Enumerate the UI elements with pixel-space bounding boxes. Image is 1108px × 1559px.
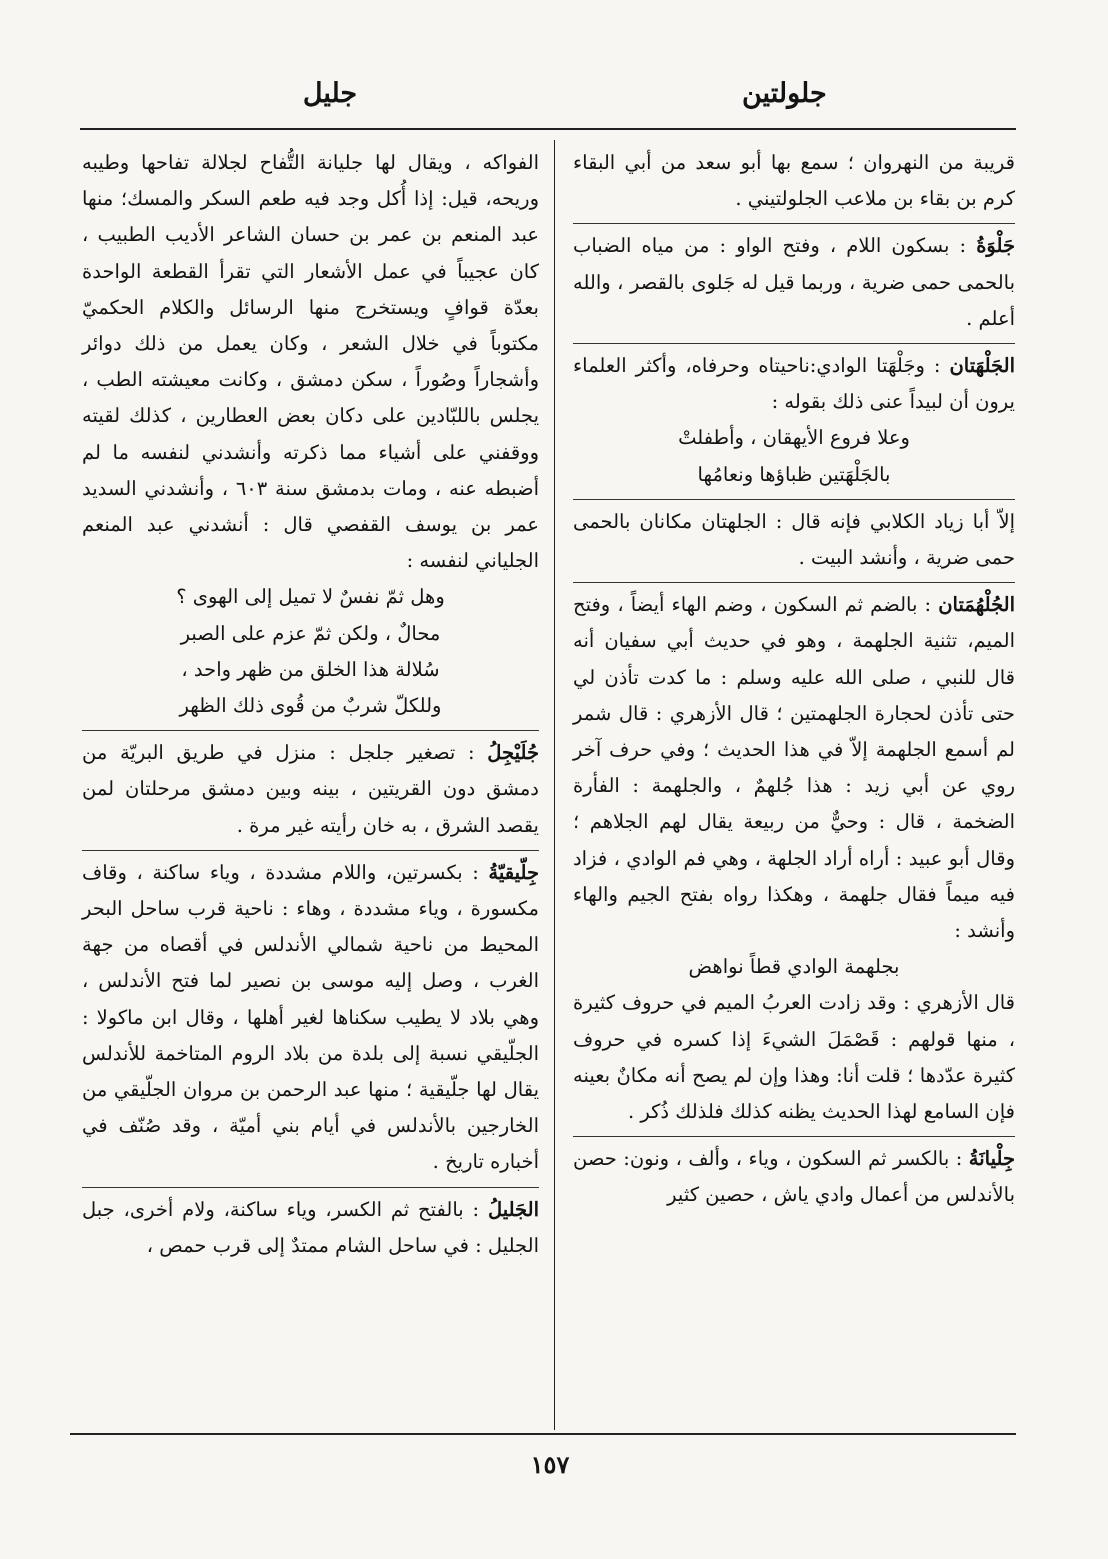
continuation-text: قريبة من النهروان ؛ سمع بها أبو سعد من أبي البقاء كرم بن بقاء بن ملاعب الجلولتيني .: [573, 151, 1015, 211]
bottom-rule: [70, 1433, 1016, 1435]
entry-body: : تصغير جلجل : منزل في طريق البريّة من دمشق دون القريتين ، بينه وبين دمشق مرحلتان لمن يقصد الشرق ، به خان رأيته غير مرة .: [82, 741, 539, 837]
continuation-entry: [82, 145, 539, 730]
entry-headword: الجُلْهُمَتان: [938, 593, 1016, 617]
verse-line: سُلالة هذا الخلق من ظهر واحد ،: [181, 657, 440, 681]
entry-body: قال الأزهري : وقد زادت العربُ الميم في حروف كثيرة ، منها قولهم : قَصْمَلَ الشيءَ إذا كسره في حروف كثيرة عدّدها ؛ قلت أنا: وهذا وإن لم يصح أنه مكانٌ بعينه فإن السامع لهذا الحديث يظنه كذلك فلذلك ذُكر .: [573, 991, 1015, 1124]
header-left-title: جليل: [302, 78, 358, 109]
entry-body: : بالفتح ثم الكسر، وياء ساكنة، ولام أخرى، جبل الجليل : في ساحل الشام ممتدٌ إلى قرب حمص ،: [82, 1197, 539, 1257]
verse-line: وهل ثمّ نفسٌ لا تميل إلى الهوى ؟: [176, 585, 445, 609]
entry-headword: الجَليلُ: [487, 1197, 540, 1221]
verse-line: وعلا فروع الأيهقان ، وأطفلتْ: [678, 426, 910, 450]
entry-jilyana: [573, 1136, 1015, 1219]
entry-headword: الجَلْهَتان: [949, 354, 1016, 378]
verse-block: [82, 579, 539, 724]
page-number: ١٥٧: [530, 1450, 570, 1479]
entry-body: إلاّ أبا زياد الكلابي فإنه قال : الجلهتان مكانان بالحمى حمى ضرية ، وأنشد البيت .: [573, 509, 1015, 570]
right-column: [573, 145, 1015, 1220]
header-right-title: جلولتين: [742, 78, 827, 109]
entry-body: : وجَلْهَتا الوادي:ناحيتاه وحرفاه، وأكثر العلماء يرون أن لبيداً عنى ذلك بقوله :: [573, 354, 1015, 414]
entry-aljalhatan-note: [573, 499, 1015, 582]
verse-block: [573, 949, 1015, 985]
entry-headword: جِلّيقيّةُ: [488, 860, 540, 884]
entry-headword: جَلْوَةُ: [976, 234, 1016, 258]
entry-body: : بالضم ثم السكون ، وضم الهاء أيضاً ، وفتح الميم، تثنية الجلهمة ، وهو في حديث أبي سفيان أنه قال للنبي ، صلى الله عليه وسلم : ما كدت تأذن لي حتى تأذن لحجارة الجلهمتين ؛ قال الأزهري : قال شمر لم أسمع الجلهمة إلاّ في هذا الحديث ؛ وفي حرف آخر روي عن أبي زيد : هذا جُلهمٌ ، والجلهمة : الفأرة الضخمة ، قال : وحيٌّ من ربيعة يقال لهم الجلاهم ؛ وقال أبو عبيد : أراه أراد الجلهة ، وهي فم الوادي ، فزاد فيه ميماً فقال جلهمة ، وهكذا رواه بفتح الجيم والهاء وأنشد :: [573, 593, 1015, 943]
entry-jilliqiyya: [82, 850, 539, 1187]
top-rule: [80, 128, 1016, 130]
entry-headword: جِلْيانَةُ: [968, 1147, 1015, 1171]
verse-line: بجلهمة الوادي قطاً نواهض: [688, 955, 900, 979]
verse-line: محالٌ ، ولكن ثمّ عزم على الصبر: [180, 621, 441, 645]
continuation-text: الفواكه ، ويقال لها جليانة التُّفاح لجلالة تفاحها وطيبه وريحه، قيل: إذا أُكل وجد فيه طعم السكر والمسك؛ منها عبد المنعم بن عمر بن حسان الشاعر الأديب الطبيب ، كان عجيباً في عمل الأشعار التي تقرأ القطعة الواحدة بعدّة قوافٍ ويستخرج منها الرسائل والكلام الحكميّ مكتوباً في خلال الشعر ، وكان يعمل من ذلك دوائر وأشجاراً وصُوراً ، سكن دمشق ، وكانت معيشته الطب ، يجلس باللبّادين على دكان بعض العطارين ، كذلك لقيته ووقفني على أشياء مما ذكرته وأنشدني لنفسه ما لم أضبطه عنه ، ومات بدمشق سنة ٦٠٣ ، وأنشدني السديد عمر بن يوسف القفصي قال : أنشدني عبد المنعم الجلياني لنفسه :: [82, 151, 539, 573]
entry-aljulhumatan: [573, 582, 1015, 1136]
left-column: [82, 145, 539, 1270]
verse-line: وللكلّ شربٌ من قُوى ذلك الظهر: [179, 694, 442, 718]
entry-headword: جُلَيْجِلُ: [487, 741, 539, 765]
entry-body: : بكسرتين، واللام مشددة ، وياء ساكنة ، وقاف مكسورة ، وياء مشددة ، وهاء : ناحية قرب ساحل البحر المحيط من ناحية شمالي الأندلس في أقصاه من جهة الغرب ، وصل إليه موسى بن نصير لما فتح الأندلس ، وهي بلاد لا يطيب سكناها لغير أهلها ، وقال ابن ماكولا : الجلّيقي نسبة إلى بلدة من بلاد الروم المتاخمة للأندلس يقال لها جلّيقية ؛ منها عبد الرحمن بن مروان الجلّيقي من الخارجين بالأندلس في أيام بني أميّة ، وقد صُنّف في أخباره تاريخ .: [82, 860, 539, 1174]
entry-body: : بالكسر ثم السكون ، وياء ، وألف ، ونون: حصن بالأندلس من أعمال وادي ياش ، حصين كثير: [573, 1147, 1015, 1207]
column-divider: [554, 140, 555, 1430]
entry-julayjil: [82, 730, 539, 850]
entry-aljalil: [82, 1187, 539, 1270]
verse-block: [573, 420, 1015, 492]
entry-body: : بسكون اللام ، وفتح الواو : من مياه الضباب بالحمى حمى ضرية ، وربما قيل له جَلوى بالقصر ، والله أعلم .: [573, 234, 1015, 330]
entry-jalwa: [573, 223, 1015, 343]
entry-aljalhatan: [573, 343, 1015, 499]
verse-line: بالجَلْهَتين ظباؤها ونعامُها: [697, 462, 891, 486]
continuation-entry: [573, 145, 1015, 223]
